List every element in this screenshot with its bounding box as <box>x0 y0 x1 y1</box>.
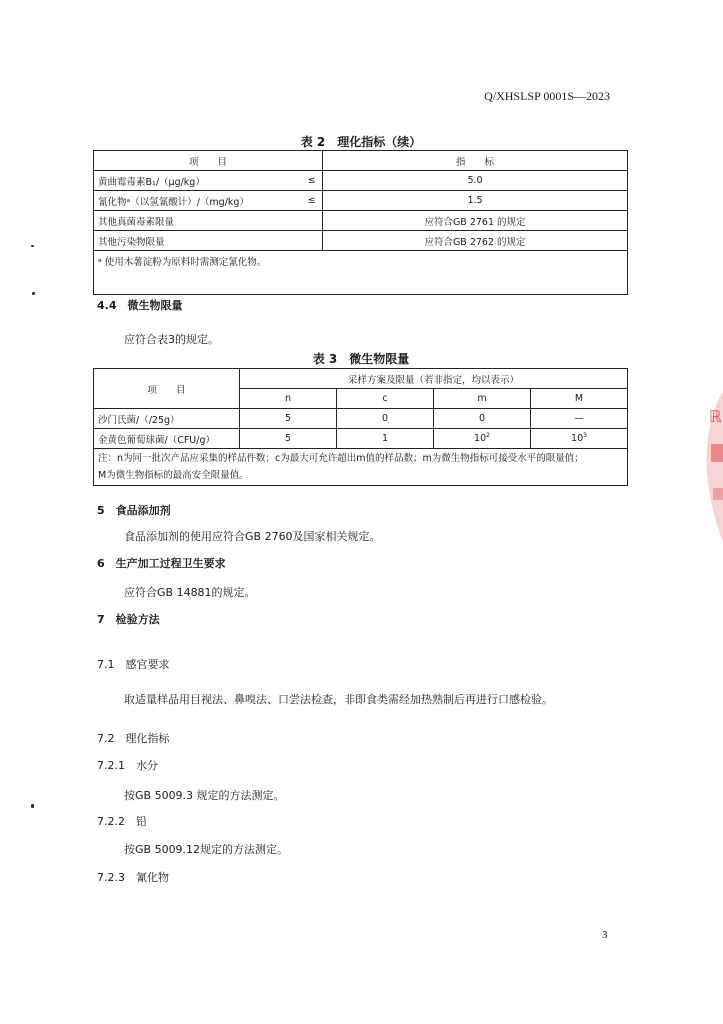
section-7-2-1-title: 7.2.1 水分 <box>97 759 158 772</box>
table2-op: ≤ <box>302 191 323 211</box>
scan-speck <box>31 804 34 808</box>
table2-item: 黄曲霉毒素B₁/（μg/kg） <box>94 171 302 191</box>
table3-header-c: c <box>337 389 434 409</box>
table3-m <box>434 429 531 449</box>
table3-M-exp: 3 <box>583 432 587 440</box>
table2-item: 其他污染物限量 <box>94 231 302 251</box>
section-6-text: 应符合GB 14881的规定。 <box>124 586 256 599</box>
table3-m-exp: 2 <box>486 432 490 440</box>
section-4-4-text: 应符合表3的规定。 <box>124 333 219 346</box>
seal-stamp-edge <box>703 392 723 542</box>
section-5-title: 5 食品添加剂 <box>97 504 171 517</box>
table2-op <box>302 211 323 231</box>
page-number: 3 <box>602 929 608 941</box>
table-row <box>94 191 628 211</box>
table-header-row <box>94 369 628 389</box>
section-7-title: 7 检验方法 <box>97 613 160 626</box>
table3-n: 5 <box>240 409 337 429</box>
table2-op: ≤ <box>302 171 323 191</box>
section-6-title: 6 生产加工过程卫生要求 <box>97 557 226 570</box>
table2-footnote-row <box>94 251 628 295</box>
scan-speck <box>31 245 34 247</box>
table2-value: 应符合GB 2761 的规定 <box>323 211 628 231</box>
table-row <box>94 171 628 191</box>
table3-header-m: m <box>434 389 531 409</box>
table-row <box>94 409 628 429</box>
table3-header-item: 项 目 <box>94 369 240 409</box>
table3-note-line2: M为微生物指标的最高安全限量值。 <box>98 470 249 481</box>
section-7-2-title: 7.2 理化指标 <box>97 732 170 745</box>
table2-caption: 表 2 理化指标（续） <box>300 135 422 149</box>
table2-value: 应符合GB 2762 的规定 <box>323 231 628 251</box>
table3 <box>93 368 628 486</box>
table3-header-plan: 采样方案及限量（若非指定，均以表示） <box>240 369 628 389</box>
table3-item: 金黄色葡萄球菌/（CFU/g） <box>94 429 240 449</box>
section-7-1-title: 7.1 感官要求 <box>97 658 170 671</box>
table2-value: 5.0 <box>323 171 628 191</box>
document-code: Q/XHSLSP 0001S—2023 <box>484 89 610 103</box>
table3-header-n: n <box>240 389 337 409</box>
table-row <box>94 211 628 231</box>
table3-note <box>94 449 628 486</box>
table2-footnote: ᵃ 使用木薯淀粉为原料时需测定氰化物。 <box>94 251 628 295</box>
table2-item: 其他真菌毒素限量 <box>94 211 302 231</box>
table-header-row <box>94 151 628 171</box>
table3-c: 0 <box>337 409 434 429</box>
table2-value: 1.5 <box>323 191 628 211</box>
table3-m: 0 <box>434 409 531 429</box>
section-7-1-text: 取适量样品用目视法、鼻嗅法、口尝法检查，非即食类需经加热熟制后再进行口感检验。 <box>124 693 553 706</box>
table3-header-M: M <box>531 389 628 409</box>
section-7-2-2-text: 按GB 5009.12规定的方法测定。 <box>124 843 289 856</box>
section-7-2-3-title: 7.2.3 氰化物 <box>97 871 169 884</box>
section-4-4-title: 4.4 微生物限量 <box>97 299 183 312</box>
table2-header-item: 项 目 <box>94 151 323 171</box>
table3-M-base: 10 <box>571 433 584 445</box>
table3-m-base: 10 <box>474 433 487 445</box>
section-7-2-2-title: 7.2.2 铅 <box>97 815 147 828</box>
section-5-text: 食品添加剂的使用应符合GB 2760及国家相关规定。 <box>124 530 381 543</box>
table-row <box>94 429 628 449</box>
table-row <box>94 231 628 251</box>
table3-M <box>531 429 628 449</box>
table3-caption: 表 3 微生物限量 <box>312 352 410 366</box>
table2-header-index: 指 标 <box>323 151 628 171</box>
table3-note-line1: 注：n为同一批次产品应采集的样品件数；c为最大可允许超出m值的样品数；m为微生物指标可接受水平的限量值； <box>98 453 584 464</box>
table3-note-row <box>94 449 628 486</box>
section-7-2-1-text: 按GB 5009.3 规定的方法测定。 <box>124 789 285 802</box>
table3-item: 沙门氏菌/（/25g） <box>94 409 240 429</box>
svg-text:ℝ: ℝ <box>709 407 722 426</box>
table3-n: 5 <box>240 429 337 449</box>
scan-speck <box>32 292 35 295</box>
table2-item: 氰化物ᵃ（以氢氰酸计）/（mg/kg） <box>94 191 302 211</box>
table2 <box>93 150 628 295</box>
table2-op <box>302 231 323 251</box>
table3-M: — <box>531 409 628 429</box>
table3-c: 1 <box>337 429 434 449</box>
